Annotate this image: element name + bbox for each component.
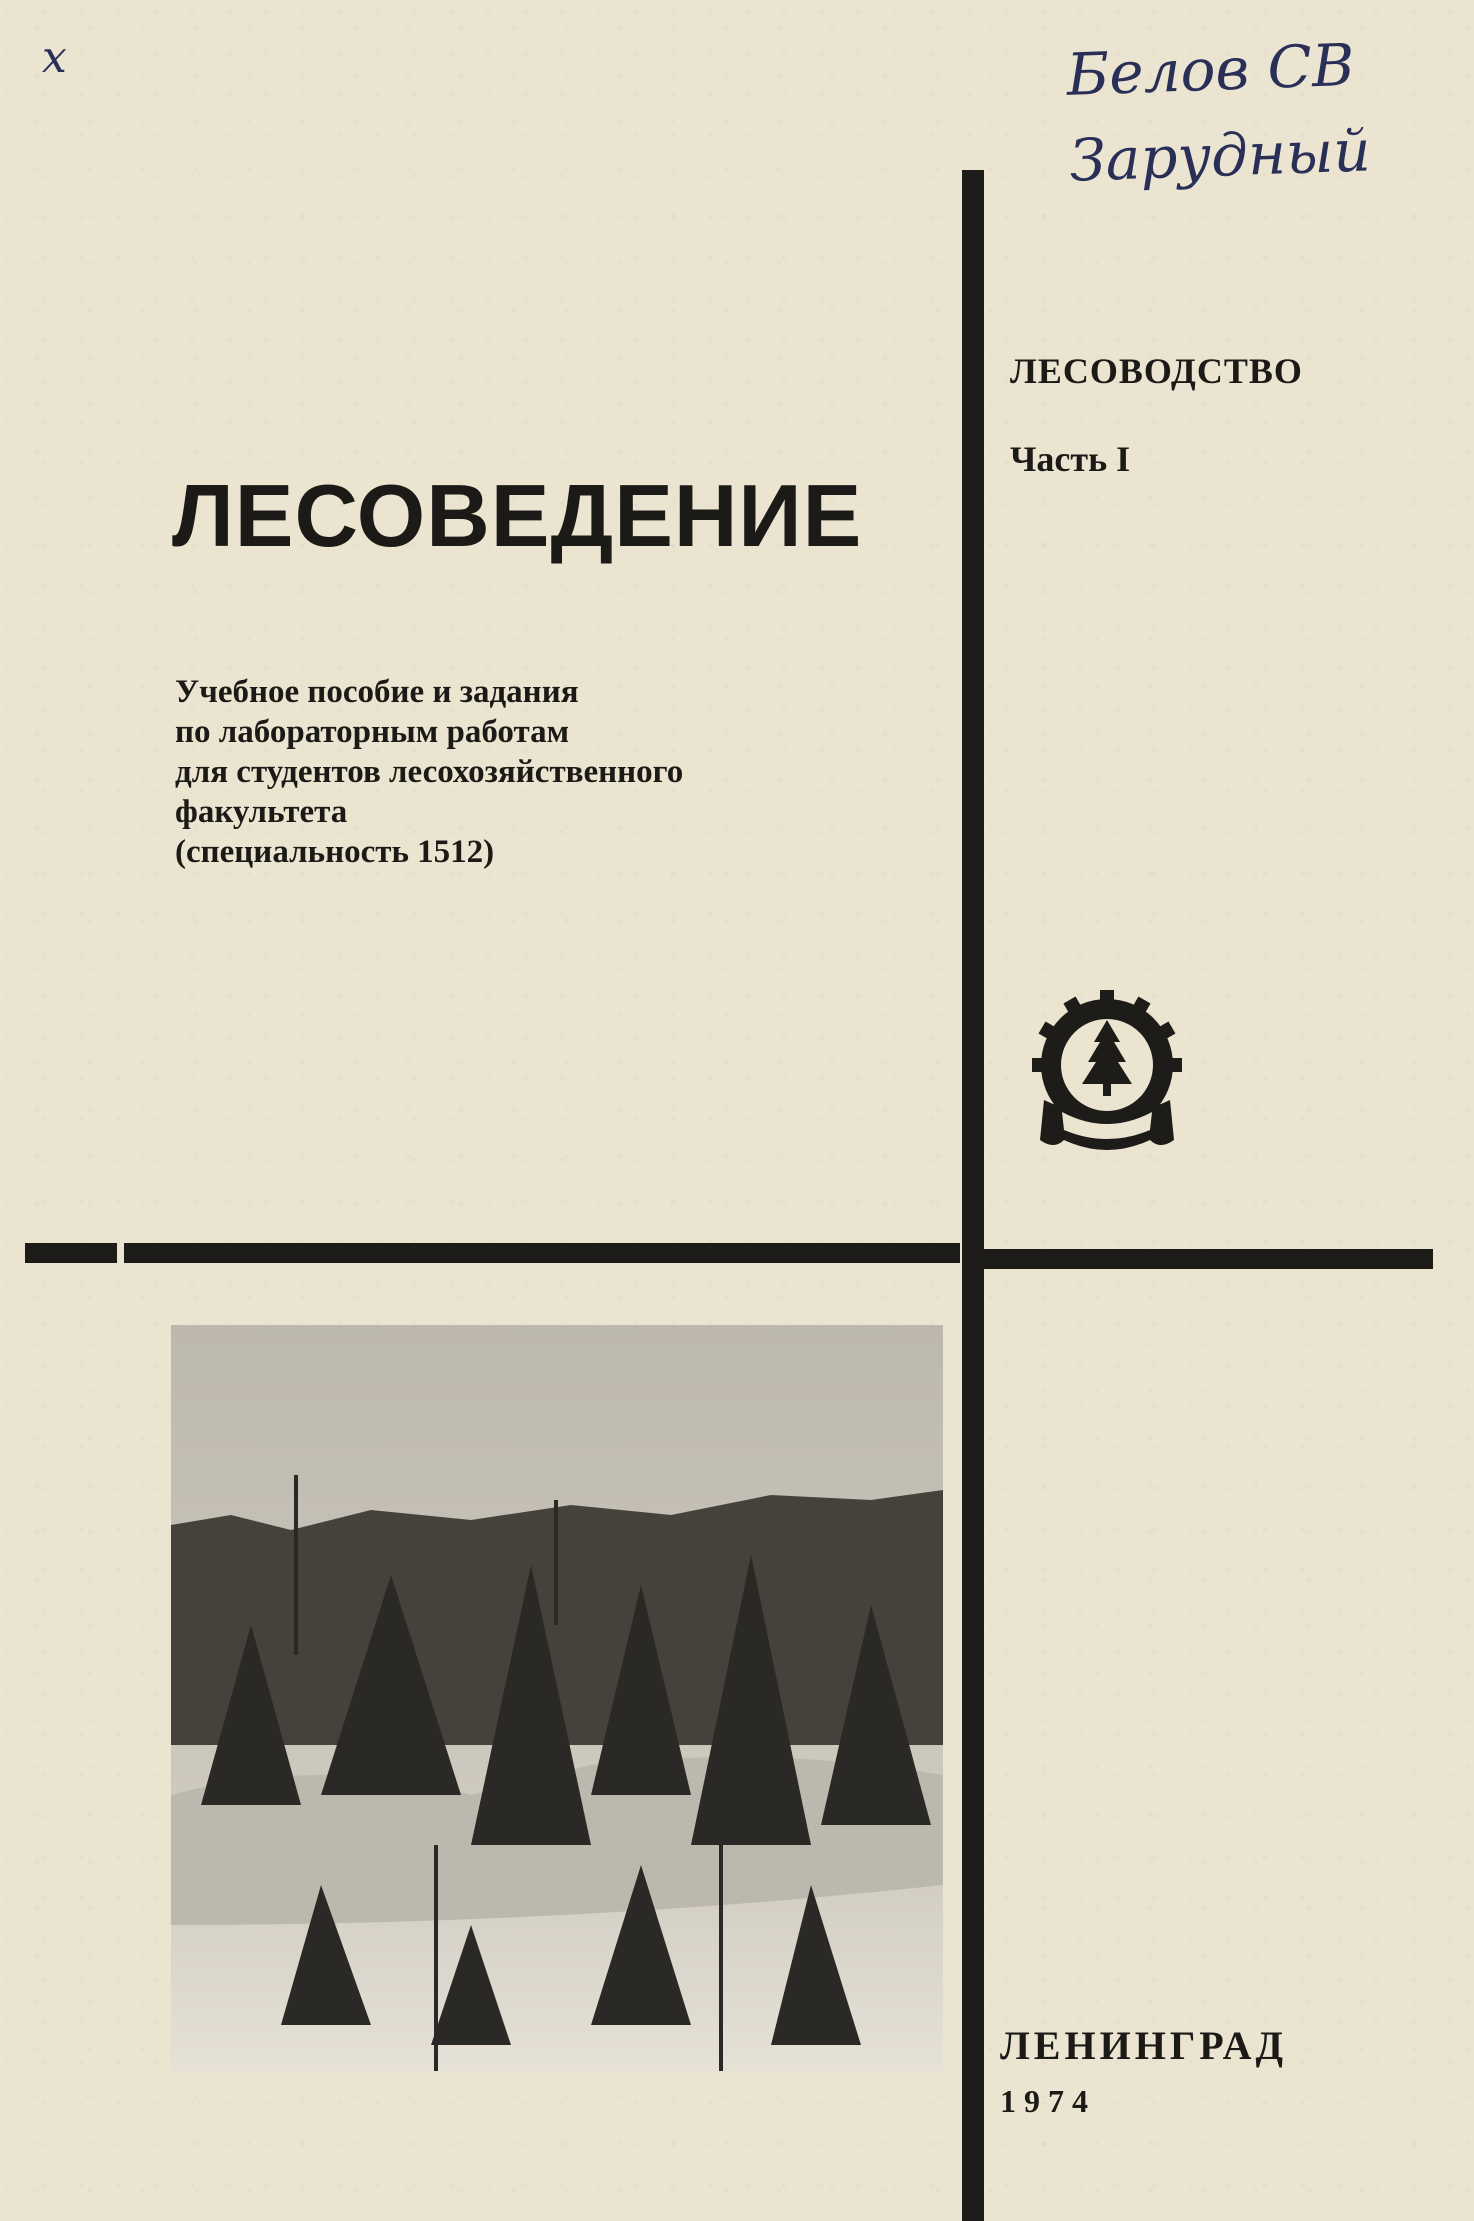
subtitle-line: для студентов лесохозяйственного: [175, 754, 684, 790]
handwritten-corner-mark: x: [42, 32, 67, 83]
subtitle-line: по лабораторным работам: [175, 714, 570, 750]
winter-forest-photo: [171, 1325, 943, 2071]
handwritten-name-2: Зарудный: [1068, 116, 1372, 195]
subtitle-line: (специальность 1512): [175, 834, 495, 870]
horizontal-divider-right: [978, 1249, 1433, 1269]
handwritten-name-1: Белов СВ: [1065, 30, 1356, 109]
handwritten-names: [1065, 18, 1461, 204]
book-title: ЛЕСОВЕДЕНИЕ: [172, 466, 863, 565]
forest-gear-emblem-icon: [1022, 990, 1192, 1170]
part-label: Часть I: [1010, 439, 1131, 479]
subtitle-line: факультета: [175, 794, 348, 830]
horizontal-divider-left-short: [25, 1243, 117, 1263]
publication-year: 1974: [1000, 2083, 1096, 2119]
horizontal-divider-left: [124, 1243, 960, 1263]
vertical-divider: [962, 170, 984, 2221]
subtitle-line: Учебное пособие и задания: [175, 674, 579, 710]
series-title: ЛЕСОВОДСТВО: [1010, 351, 1303, 391]
book-subtitle: [175, 672, 935, 872]
publication-city: ЛЕНИНГРАД: [1000, 2023, 1287, 2068]
